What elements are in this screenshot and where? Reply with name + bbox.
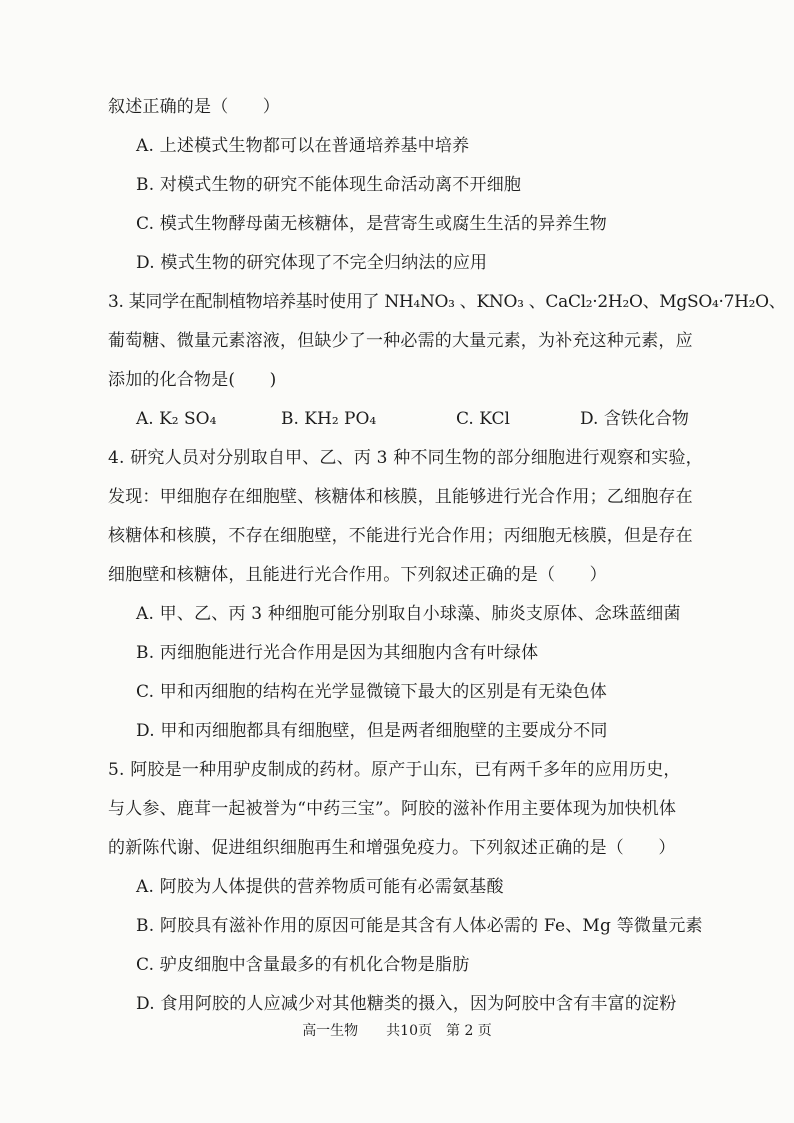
question-3-option-b: B. KH₂ PO₄ (281, 409, 377, 429)
question-5-stem-line-1: 5. 阿胶是一种用驴皮制成的药材。原产于山东，已有两千多年的应用历史， (108, 760, 681, 780)
question-2-option-c: C. 模式生物酵母菌无核糖体，是营寄生或腐生生活的异养生物 (136, 214, 608, 234)
question-4-option-c: C. 甲和丙细胞的结构在光学显微镜下最大的区别是有无染色体 (136, 682, 608, 702)
question-4-option-d: D. 甲和丙细胞都具有细胞壁，但是两者细胞壁的主要成分不同 (136, 721, 608, 741)
question-5-stem-line-2: 与人参、鹿茸一起被誉为“中药三宝”。阿胶的滋补作用主要体现为加快机体 (108, 799, 677, 819)
question-3-option-d: D. 含铁化合物 (580, 409, 689, 429)
question-3-options (108, 400, 728, 439)
question-5-option-b: B. 阿胶具有滋补作用的原因可能是其含有人体必需的 Fe、Mg 等微量元素 (136, 916, 703, 936)
question-5-stem-line-3: 的新陈代谢、促进组织细胞再生和增强免疫力。下列叙述正确的是（ ） (108, 838, 676, 858)
question-5-option-a: A. 阿胶为人体提供的营养物质可能有必需氨基酸 (136, 877, 504, 897)
question-2-option-d: D. 模式生物的研究体现了不完全归纳法的应用 (136, 253, 488, 273)
question-4-stem-line-1: 4. 研究人员对分别取自甲、乙、丙 3 种不同生物的部分细胞进行观察和实验， (108, 448, 703, 468)
question-2-option-a: A. 上述模式生物都可以在普通培养基中培养 (136, 136, 470, 156)
question-3-stem-line-3: 添加的化合物是( ) (108, 370, 277, 390)
question-5-option-d: D. 食用阿胶的人应减少对其他糖类的摄入，因为阿胶中含有丰富的淀粉 (136, 994, 677, 1014)
question-4-stem-line-3: 核糖体和核膜，不存在细胞壁，不能进行光合作用；丙细胞无核膜，但是存在 (108, 526, 693, 546)
question-3-stem-line-2: 葡萄糖、微量元素溶液，但缺少了一种必需的大量元素，为补充这种元素，应 (108, 331, 693, 351)
question-4-option-b: B. 丙细胞能进行光合作用是因为其细胞内含有叶绿体 (136, 643, 539, 663)
question-2-stem-end: 叙述正确的是（ ） (108, 97, 280, 117)
page-content (108, 88, 786, 1024)
question-4-stem-line-2: 发现：甲细胞存在细胞壁、核糖体和核膜，且能够进行光合作用；乙细胞存在 (108, 487, 693, 507)
question-5-option-c: C. 驴皮细胞中含量最多的有机化合物是脂肪 (136, 955, 470, 975)
question-3-stem-line-1: 3. 某同学在配制植物培养基时使用了 NH₄NO₃ 、KNO₃ 、CaCl₂·2H₂O、MgSO₄·7H₂O、 (108, 292, 786, 312)
question-4-stem-line-4: 细胞壁和核糖体，且能进行光合作用。下列叙述正确的是（ ） (108, 565, 607, 585)
question-3-option-c: C. KCl (456, 409, 510, 429)
question-4-option-a: A. 甲、乙、丙 3 种细胞可能分别取自小球藻、肺炎支原体、念珠蓝细菌 (136, 604, 681, 624)
page-footer: 高一生物 共10页 第 2 页 (302, 1023, 492, 1039)
question-2-option-b: B. 对模式生物的研究不能体现生命活动离不开细胞 (136, 175, 522, 195)
question-3-option-a: A. K₂ SO₄ (136, 409, 217, 429)
